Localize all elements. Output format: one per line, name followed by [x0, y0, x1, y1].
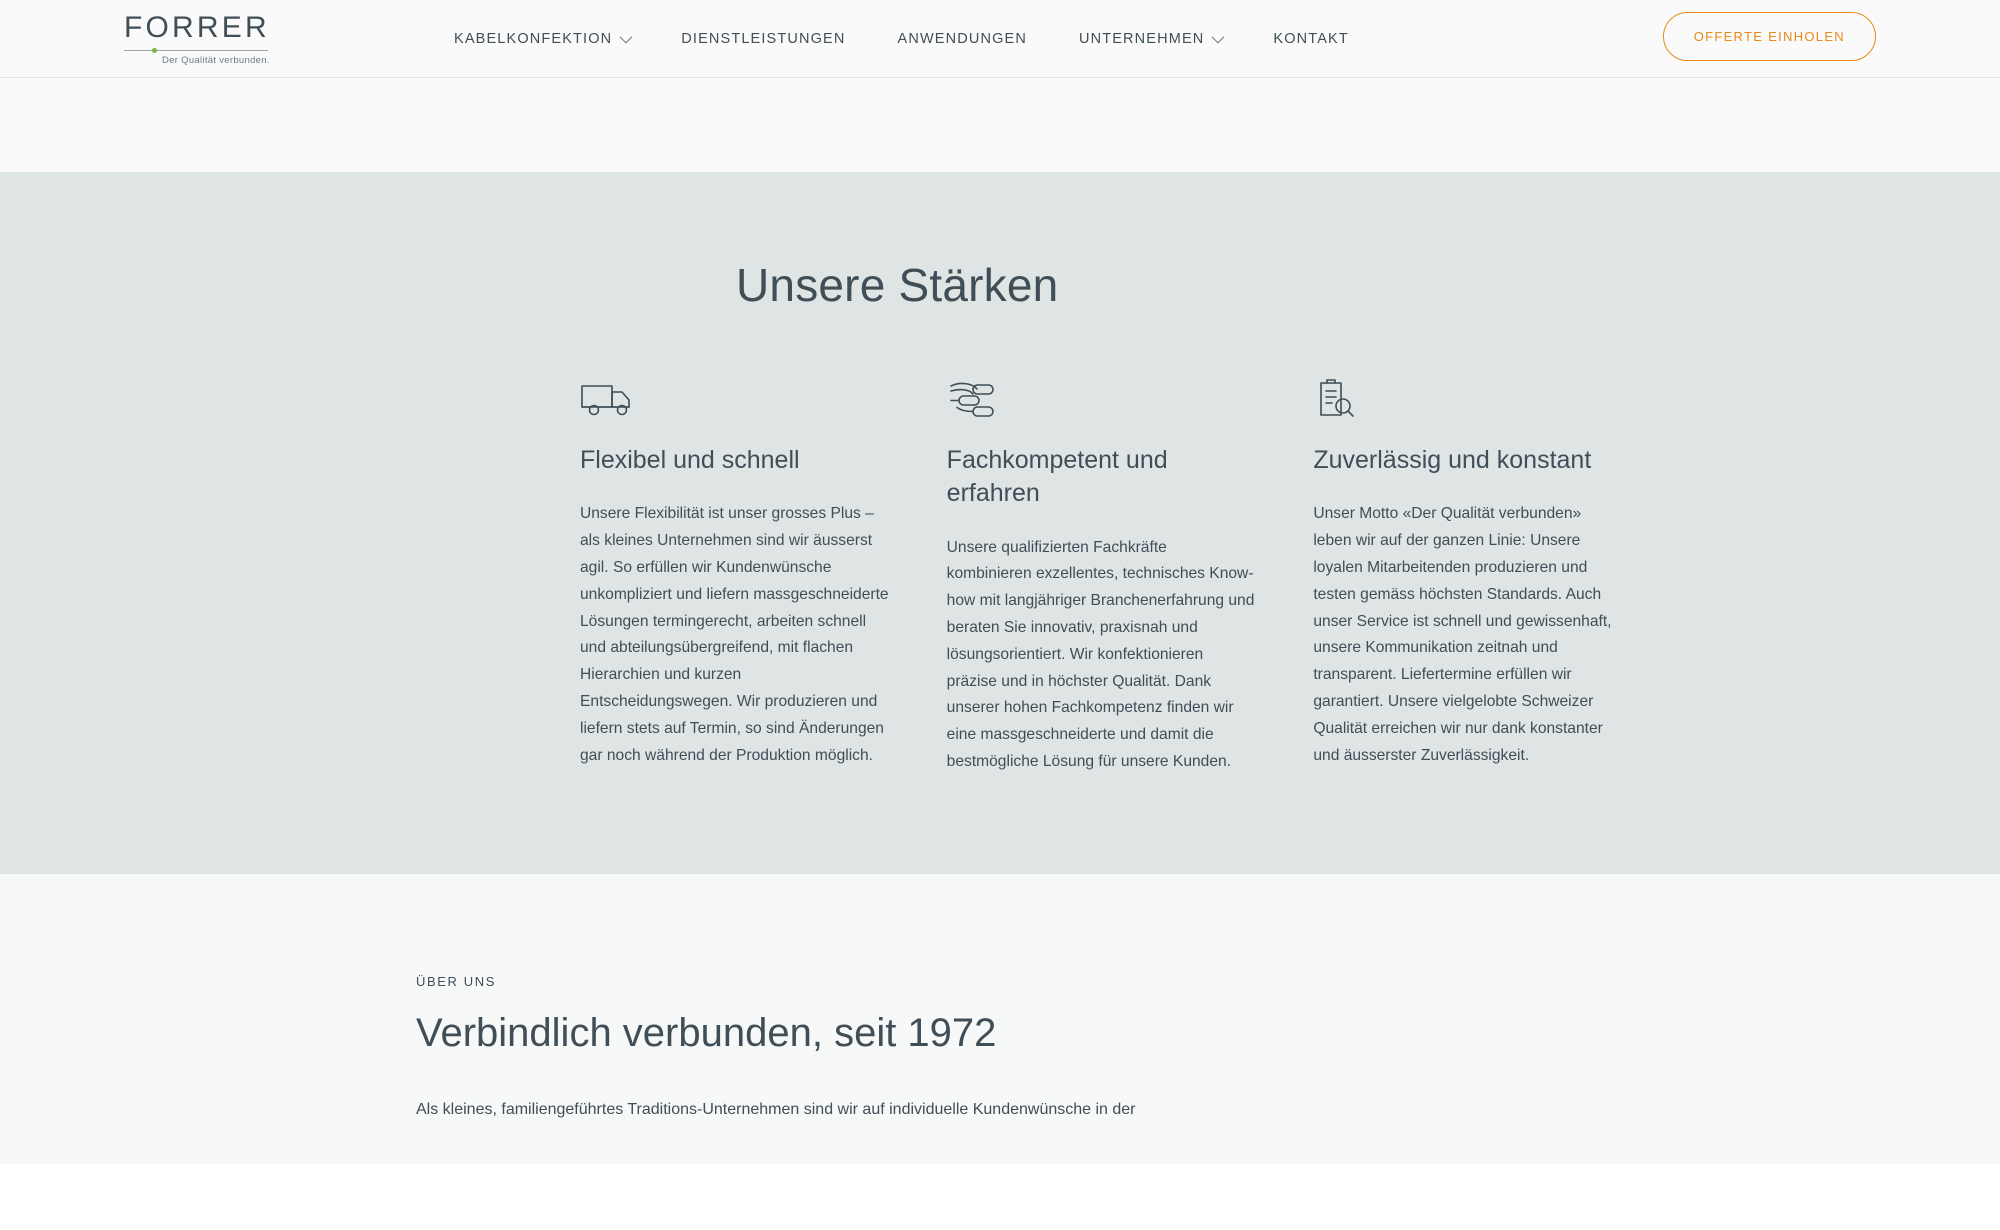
- nav-item-unternehmen[interactable]: [1053, 21, 1247, 57]
- site-header: [0, 0, 2000, 172]
- cable-routing-icon: [947, 378, 1256, 422]
- strength-card-text: Unser Motto «Der Qualität verbunden» leben wir auf der ganzen Linie: Unsere loyalen Mitarbeitenden produzieren und testen gemäss höchsten Standards. Auch unser Service ist schnell und gewissenhaft, unsere Kommunikation zeitnah und transparent. Liefertermine erfüllen wir garantiert. Unsere vielgelobte Schweizer Qualität erreichen wir nur dank konstanter und äusserster Zuverlässigkeit.: [1313, 505, 1612, 764]
- logo-tagline: Der Qualität verbunden.: [162, 55, 270, 66]
- strength-card-3: [1313, 378, 1680, 776]
- chevron-down-icon: [1212, 31, 1225, 44]
- strength-card-text: Unsere qualifizierten Fachkräfte kombinieren exzellentes, technisches Know-how mit langjähriger Branchenerfahrung und beraten Sie innovativ, praxisnah und lösungsorientiert. Wir konfektionieren präzise und in höchster Qualität. Dank unserer hohen Fachkompetenz finden wir eine massgeschneiderte und damit die bestmögliche Lösung für unsere Kunden.: [946, 538, 1255, 770]
- offerte-einholen-button[interactable]: OFFERTE EINHOLEN: [1663, 12, 1876, 61]
- nav-label: KABELKONFEKTION: [454, 30, 613, 47]
- nav-item-kontakt[interactable]: [1247, 21, 1374, 57]
- about-text: Als kleines, familiengeführtes Traditions-Unternehmen sind wir auf individuelle Kundenwünsche in der: [416, 1100, 1136, 1118]
- strengths-container: [310, 258, 1690, 776]
- nav-label: DIENSTLEISTUNGEN: [681, 30, 846, 47]
- logo[interactable]: [124, 13, 324, 66]
- nav-label: KONTAKT: [1273, 30, 1349, 47]
- strength-card-title: Flexibel und schnell: [580, 446, 800, 474]
- main-navigation: [428, 21, 1375, 57]
- about-title: Verbindlich verbunden, seit 1972: [416, 1010, 997, 1055]
- logo-rule: [124, 50, 268, 51]
- strength-card-1: [580, 378, 947, 776]
- strength-card-title: Fachkompetent und erfahren: [946, 446, 1168, 508]
- strength-card-2: [947, 378, 1314, 776]
- header-bar: [0, 0, 2000, 78]
- strength-card-text: Unsere Flexibilität ist unser grosses Plus – als kleines Unternehmen sind wir äusserst agil. So erfüllen wir Kundenwünsche unkompliziert und liefern massgeschneiderte Lösungen termingerecht, arbeiten schnell und abteilungsübergreifend, mit flachen Hierarchien und kurzen Entscheidungswegen. Wir produzieren und liefern stets auf Termin, so sind Änderungen gar noch während der Produktion möglich.: [580, 505, 889, 764]
- nav-item-kabelkonfektion[interactable]: [428, 21, 655, 57]
- nav-label: UNTERNEHMEN: [1078, 30, 1205, 47]
- strength-cards: [580, 378, 1680, 776]
- nav-label: ANWENDUNGEN: [897, 30, 1027, 47]
- strength-card-title: Zuverlässig und konstant: [1313, 446, 1592, 474]
- strengths-section: [0, 172, 2000, 874]
- logo-wordmark: FORRER: [124, 11, 270, 44]
- about-section: [0, 874, 2000, 1164]
- about-container: [416, 974, 2000, 1124]
- delivery-truck-icon: [580, 378, 889, 422]
- about-eyebrow: ÜBER UNS: [416, 973, 496, 989]
- nav-item-dienstleistungen[interactable]: [655, 21, 871, 57]
- section-title: Unsere Stärken: [736, 259, 1059, 311]
- chevron-down-icon: [620, 31, 633, 44]
- nav-item-anwendungen[interactable]: [872, 21, 1053, 57]
- clipboard-inspection-icon: [1313, 378, 1622, 422]
- logo-dot-icon: [152, 48, 157, 53]
